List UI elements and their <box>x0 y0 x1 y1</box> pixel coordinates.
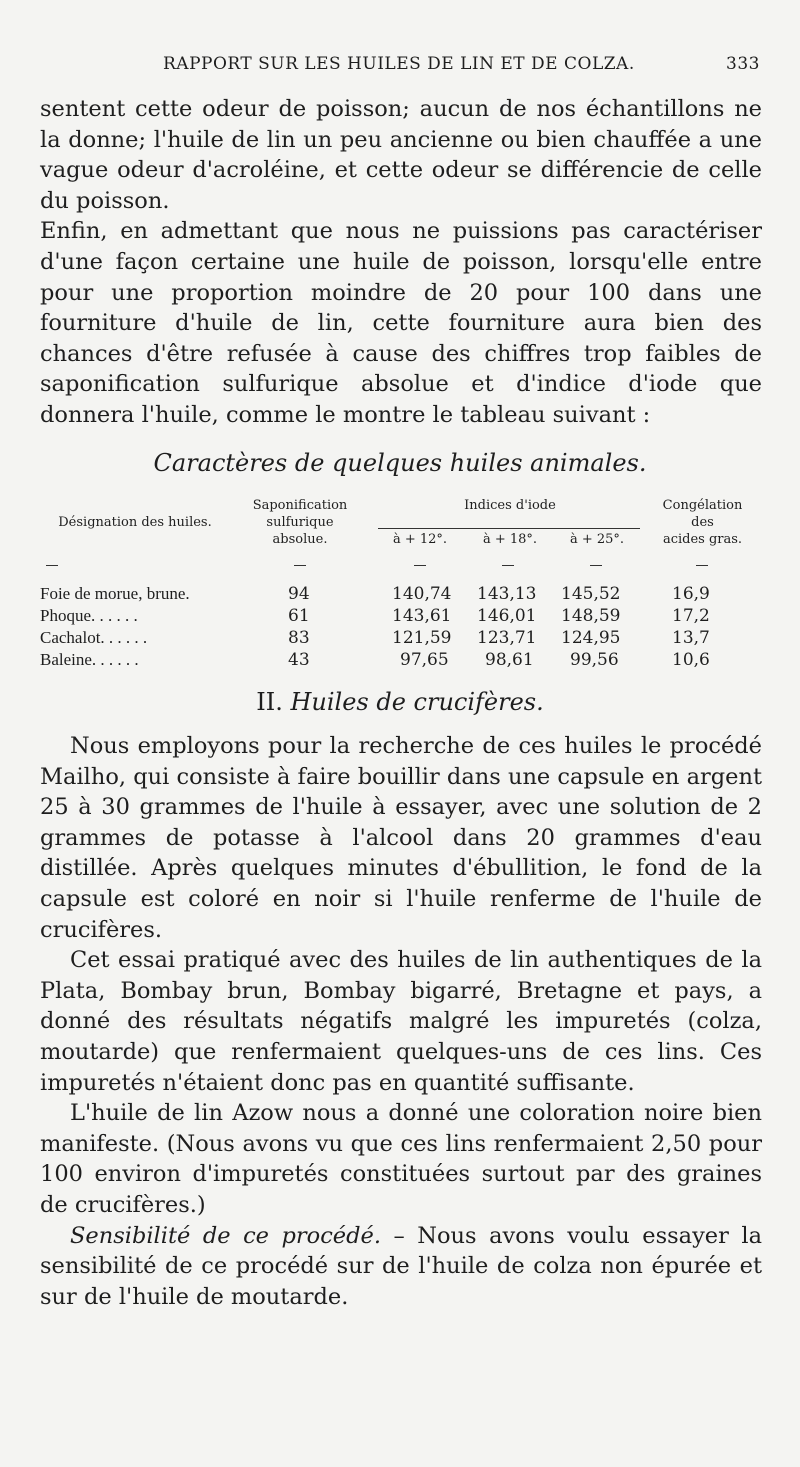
table-row <box>40 584 770 606</box>
table-row <box>40 628 770 650</box>
cell-name: Cachalot. . . . . . <box>40 628 148 647</box>
header-iode: Indices d'iode <box>464 498 556 513</box>
header-line: Saponification <box>252 498 348 513</box>
cell-name: Foie de morue, brune. <box>40 584 190 603</box>
cell-sap: 94 <box>288 584 310 604</box>
header-line: sulfurique <box>266 515 334 530</box>
header-title: RAPPORT SUR LES HUILES DE LIN ET DE COLZA. <box>163 54 635 74</box>
cell-sap: 83 <box>288 628 310 648</box>
cell-i18: 146,01 <box>477 606 537 626</box>
header-i25: à + 25°. <box>569 532 625 547</box>
body-text <box>40 731 762 1312</box>
header-line: absolue. <box>272 532 328 547</box>
section-heading <box>0 688 800 716</box>
cell-i12: 143,61 <box>392 606 452 626</box>
cell-cong: 13,7 <box>672 628 710 648</box>
cell-cong: 17,2 <box>672 606 710 626</box>
header-line: des <box>691 515 714 530</box>
brace <box>378 528 640 529</box>
cell-sap: 61 <box>288 606 310 626</box>
running-header <box>40 54 760 84</box>
paragraph <box>40 1221 762 1313</box>
cell-i18: 123,71 <box>477 628 537 648</box>
header-congelation <box>640 497 765 548</box>
header-saponification <box>240 497 360 548</box>
table-caption: Caractères de quelques huiles animales. <box>153 449 647 477</box>
table-row <box>40 606 770 628</box>
paragraph: Enfin, en admettant que nous ne puissions pas caractériser d'une façon certaine une huile de poisson, lorsqu'elle entre pour une proportion moindre de 20 pour 100 dans une fourniture d'huile de lin, cette fourniture aura bien des chances d'être refusée à cause des chiffres trop faibles de saponification sulfurique absolue et d'indice d'iode que donnera l'huile, comme le montre le tableau suivant : <box>40 218 762 428</box>
dash <box>414 565 426 566</box>
cell-name: Phoque. . . . . . <box>40 606 138 625</box>
cell-i25: 148,59 <box>561 606 621 626</box>
oil-table <box>40 497 770 677</box>
paragraph: Nous employons pour la recherche de ces huiles le procédé Mailho, qui consiste à faire bouillir dans une capsule en argent 25 à 30 grammes de l'huile à essayer, avec une solution de 2 grammes de potasse à l'alcool dans 20 grammes d'eau distillée. Après quelques minutes d'ébullition, le fond de la capsule est coloré en noir si l'huile renferme de l'huile de crucifères. <box>40 733 762 943</box>
cell-i18: 143,13 <box>477 584 537 604</box>
cell-i12: 140,74 <box>392 584 452 604</box>
header-i18: à + 18°. <box>482 532 538 547</box>
header-line: acides gras. <box>662 532 743 547</box>
header-designation: Désignation des huiles. <box>58 515 212 530</box>
paragraph: sentent cette odeur de poisson; aucun de nos échantillons ne la donne; l'huile de lin un peu ancienne ou bien chauffée a une vague odeur d'acroléine, et cette odeur se différencie de celle du poisson. <box>40 96 762 214</box>
section-title: Huiles de crucifères. <box>290 688 544 716</box>
cell-i18: 98,61 <box>485 650 534 670</box>
dash <box>696 565 708 566</box>
paragraph-lead: Sensibilité de ce procédé. <box>70 1222 381 1249</box>
cell-i25: 145,52 <box>561 584 621 604</box>
table-row <box>40 650 770 672</box>
header-i12: à + 12°. <box>392 532 448 547</box>
dash <box>46 565 58 566</box>
paragraph: Cet essai pratiqué avec des huiles de lin authentiques de la Plata, Bombay brun, Bombay bigarré, Bretagne et pays, a donné des résultats négatifs malgré les impuretés (colza, moutarde) que renfermaient quelques-uns de ces lins. Ces impuretés n'étaient donc pas en quantité suffisante. <box>40 947 762 1096</box>
cell-sap: 43 <box>288 650 310 670</box>
cell-cong: 16,9 <box>672 584 710 604</box>
cell-i12: 97,65 <box>400 650 449 670</box>
cell-cong: 10,6 <box>672 650 710 670</box>
paragraph-text: – Nous avons voulu essayer la sensibilité de ce procédé sur de l'huile de colza non épurée et sur de l'huile de moutarde. <box>40 1222 762 1310</box>
page-number: 333 <box>726 54 760 74</box>
paragraph: L'huile de lin Azow nous a donné une coloration noire bien manifeste. (Nous avons vu que ces lins renfermaient 2,50 pour 100 environ d'impuretés constituées surtout par des graines de crucifères.) <box>40 1100 762 1218</box>
dash <box>294 565 306 566</box>
section-number: II. <box>256 688 283 716</box>
intro-text <box>40 94 762 431</box>
dash <box>590 565 602 566</box>
cell-i25: 99,56 <box>570 650 619 670</box>
cell-name: Baleine. . . . . . <box>40 650 139 669</box>
cell-i25: 124,95 <box>561 628 621 648</box>
cell-i12: 121,59 <box>392 628 452 648</box>
dash <box>502 565 514 566</box>
header-line: Congélation <box>662 498 743 513</box>
